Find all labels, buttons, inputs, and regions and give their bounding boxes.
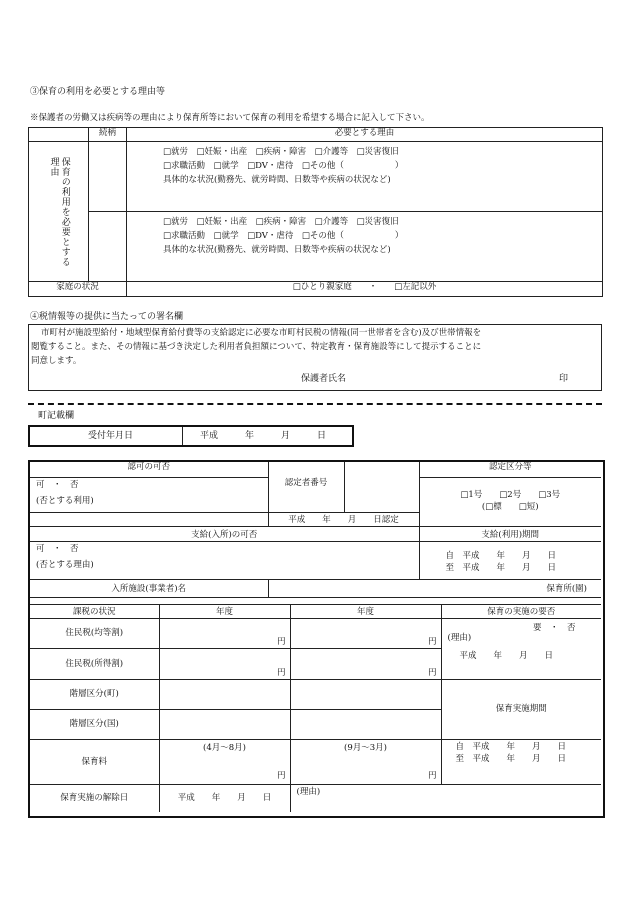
cert-class-options: □1号 □2号 □3号 xyxy=(460,489,561,500)
fee-period1: (4月～8月) xyxy=(203,743,246,753)
reason-cell-1[interactable] xyxy=(127,142,603,212)
bracket-country-year1[interactable] xyxy=(159,710,290,740)
cert-no-cell[interactable] xyxy=(344,462,419,512)
approval-reason: (否とする利用) xyxy=(36,495,94,506)
cert-date[interactable]: 平成 年 月 日認定 xyxy=(268,512,419,526)
bracket-town-year1[interactable] xyxy=(159,680,290,710)
period2-from: 自 平成 年 月 日 xyxy=(455,742,567,752)
bracket-country-label: 階層区分(国) xyxy=(30,710,159,740)
cert-class-sub: (□標 □短) xyxy=(481,501,539,512)
reason-row2-line3: 具体的な状況(勤務先、就労時間、日数等や疾病の状況など) xyxy=(163,245,391,255)
cancel-reason-cell[interactable] xyxy=(290,785,601,812)
fee-label: 保育料 xyxy=(30,740,159,785)
bracket-town-label: 階層区分(町) xyxy=(30,680,159,710)
tax-header: 課税の状況 xyxy=(30,605,159,619)
approval-table xyxy=(30,462,601,598)
receipt-box xyxy=(28,425,354,447)
office-heading: 町記載欄 xyxy=(38,411,75,421)
payment-cell[interactable] xyxy=(30,541,419,579)
side-label: 保育の利用を必要とする理由 xyxy=(48,156,70,267)
period-to: 至 平成 年 月 日 xyxy=(445,562,557,573)
year1-header: 年度 xyxy=(159,605,290,619)
tax-table xyxy=(30,604,601,812)
consent-line1: 市町村が施設型給付・地域型保育給付費等の支給認定に必要な市町村民税の情報(同一世帯者を含む)及び世帯情報を xyxy=(41,328,482,338)
reason-table xyxy=(28,127,603,297)
cancel-label: 保育実施の解除日 xyxy=(30,785,159,812)
need-date: 平成 年 月 日 xyxy=(459,651,554,661)
period-from: 自 平成 年 月 日 xyxy=(445,550,557,561)
approval-cell[interactable] xyxy=(30,477,268,512)
resident-tax1-year1[interactable]: 円 xyxy=(159,619,290,649)
resident-tax1-year2[interactable]: 円 xyxy=(290,619,441,649)
section3-heading: ③保育の利用を必要とする理由等 xyxy=(30,87,166,97)
fee-period1-cell[interactable]: (4月～8月) 円 xyxy=(159,740,290,785)
col-reason: 必要とする理由 xyxy=(127,128,603,142)
resident-tax1-label: 住民税(均等割) xyxy=(30,619,159,649)
section4-heading: ④税情報等の提供に当たっての署名欄 xyxy=(30,312,184,322)
consent-line2: 閲覧すること。また、その情報に基づき決定した利用者負担額について、特定教育・保育施設等にして提示することに xyxy=(31,342,482,352)
need-value: 要 ・ 否 xyxy=(532,623,576,633)
need-cell[interactable] xyxy=(441,619,601,680)
bracket-town-year2[interactable] xyxy=(290,680,441,710)
period-header: 支給(利用)期間 xyxy=(419,526,601,541)
approval-value: 可 ・ 否 xyxy=(36,479,79,490)
consent-box xyxy=(28,324,602,391)
period2-header: 保育実施期間 xyxy=(441,680,601,740)
consent-line3: 同意します。 xyxy=(31,356,82,366)
resident-tax2-year1[interactable]: 円 xyxy=(159,649,290,680)
family-label: 家庭の状況 xyxy=(29,282,127,297)
receipt-date[interactable]: 平成 年 月 日 xyxy=(200,431,327,441)
signer-label: 保護者氏名 xyxy=(301,374,347,384)
facility-label: 入所施設(事業者)名 xyxy=(30,579,268,597)
need-reason: (理由) xyxy=(447,633,472,643)
section3-note: ※保護者の労働又は疾病等の理由により保育所等において保育の利用を希望する場合に記入して下さい。 xyxy=(30,113,430,123)
resident-tax2-year2[interactable]: 円 xyxy=(290,649,441,680)
seal-mark: 印 xyxy=(559,374,569,384)
reason-row2-line1: □就労 □妊娠・出産 □疾病・障害 □介護等 □災害復旧 xyxy=(163,217,399,227)
year2-header: 年度 xyxy=(290,605,441,619)
need-header: 保育の実施の要否 xyxy=(441,605,601,619)
cancel-reason: (理由) xyxy=(296,787,321,797)
family-options[interactable]: □ひとり親家庭 ・ □左記以外 xyxy=(127,282,603,297)
reason-row1-line1: □就労 □妊娠・出産 □疾病・障害 □介護等 □災害復旧 xyxy=(163,147,399,157)
relation-cell-1[interactable] xyxy=(89,142,127,212)
approval-header: 認可の可否 xyxy=(30,462,268,477)
fee-period2-cell[interactable]: (9月～3月) 円 xyxy=(290,740,441,785)
relation-cell-2[interactable] xyxy=(89,212,127,282)
period2-cell[interactable] xyxy=(441,740,601,785)
reason-row1-line3: 具体的な状況(勤務先、就労時間、日数等や疾病の状況など) xyxy=(163,175,391,185)
cancel-date[interactable]: 平成 年 月 日 xyxy=(159,785,290,812)
facility-suffix: 保育所(園) xyxy=(546,583,587,594)
facility-cell[interactable] xyxy=(268,579,601,597)
cert-class-cell[interactable] xyxy=(419,477,601,526)
cert-class-header: 認定区分等 xyxy=(419,462,601,477)
resident-tax2-label: 住民税(所得割) xyxy=(30,649,159,680)
period2-to: 至 平成 年 月 日 xyxy=(455,754,567,764)
payment-value: 可 ・ 否 xyxy=(36,543,79,554)
payment-reason: (否とする理由) xyxy=(36,559,94,570)
cut-line xyxy=(28,403,602,405)
col-relation: 続柄 xyxy=(89,128,127,142)
bracket-country-year2[interactable] xyxy=(290,710,441,740)
reason-cell-2[interactable] xyxy=(127,212,603,282)
reason-row1-line2: □求職活動 □就学 □DV・虐待 □その他（ ） xyxy=(163,161,404,171)
cert-no-label: 認定者番号 xyxy=(268,462,344,512)
fee-period2: (9月～3月) xyxy=(344,743,387,753)
payment-header: 支給(入所)の可否 xyxy=(30,526,419,541)
reason-row2-line2: □求職活動 □就学 □DV・虐待 □その他（ ） xyxy=(163,231,404,241)
period-cell[interactable] xyxy=(419,541,601,579)
receipt-label: 受付年月日 xyxy=(88,431,134,441)
